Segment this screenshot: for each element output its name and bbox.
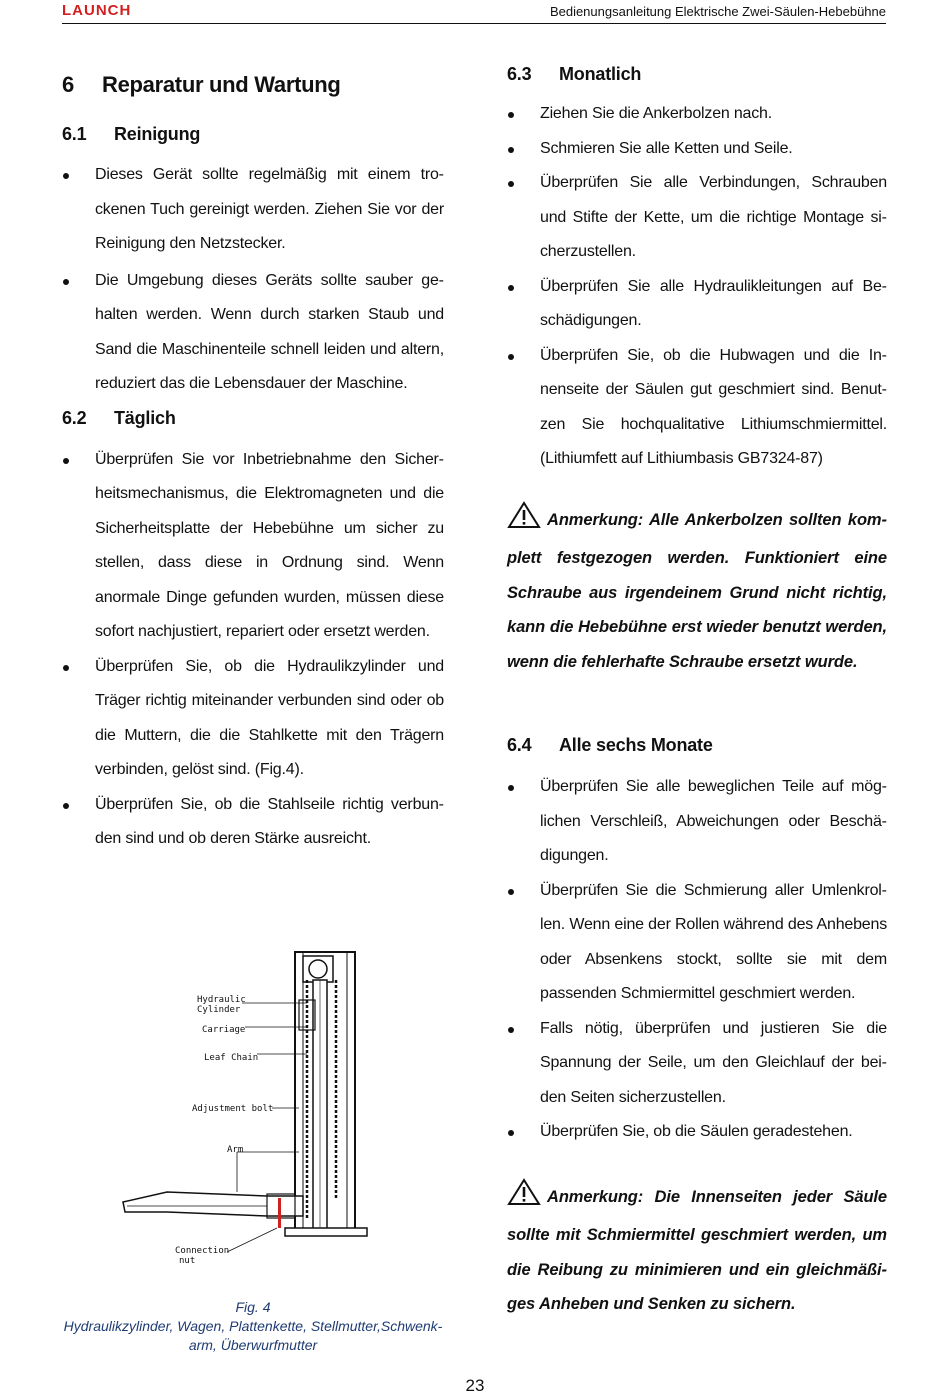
base-plate <box>285 1228 367 1236</box>
header-rule <box>62 23 886 24</box>
warning-icon <box>507 501 541 542</box>
section-number: 6.1 <box>62 124 87 144</box>
caption-text-line1: Hydraulikzylinder, Wagen, Plattenkette, Stellmutter,Schwenk- <box>63 1318 443 1334</box>
list-item: Die Umgebung dieses Geräts sollte sauber gehalten werden. Wenn durch starken Staub und Sand die Maschinenteile schnell leiden und altern, reduziert das die Lebensdauer der Maschine. <box>62 264 444 402</box>
section-title: Monatlich <box>559 64 642 84</box>
section-heading-6-2 <box>62 408 444 429</box>
section-heading-6-4 <box>507 735 887 756</box>
page-number: 23 <box>465 1376 485 1395</box>
label-adjustment-bolt: Adjustment bolt <box>192 1104 274 1114</box>
label-connection: Connection <box>175 1246 230 1256</box>
list-item: Überprüfen Sie, ob die Säulen geradestehen. <box>507 1115 887 1150</box>
note-text: Anmerkung: Die Innenseiten jeder Säule sollte mit Schmiermittel geschmiert werden, um die Reibung zu minimieren und ein gleichmäßiges Anheben und Senken zu sichern. <box>507 1187 887 1313</box>
connection-nut-marker <box>278 1198 281 1228</box>
list-six-months <box>507 770 887 1150</box>
lift-arm <box>123 1192 303 1216</box>
warning-icon <box>507 1178 541 1219</box>
caption-figure-number: Fig. 4 <box>235 1299 271 1315</box>
list-item: Überprüfen Sie alle Hydraulikleitungen auf Beschädigungen. <box>507 270 887 339</box>
list-monthly <box>507 97 887 477</box>
list-item: Überprüfen Sie alle Verbindungen, Schrauben und Stifte der Kette, um die richtige Montage sicherzustellen. <box>507 166 887 270</box>
section-title: Reinigung <box>114 124 201 144</box>
list-item: Überprüfen Sie alle beweglichen Teile auf möglichen Verschleiß, Abweichungen oder Beschädigungen. <box>507 770 887 874</box>
chapter-heading <box>62 72 444 98</box>
label-hydraulic: Hydraulic <box>197 995 246 1005</box>
section-number: 6.3 <box>507 64 532 84</box>
section-number: 6.2 <box>62 407 87 428</box>
chapter-title: Reparatur und Wartung <box>102 72 341 97</box>
note-anchor-bolts <box>507 501 887 680</box>
caption-text-line2: arm, Überwurfmutter <box>188 1337 318 1353</box>
figure-caption <box>62 1298 444 1355</box>
label-cylinder: Cylinder <box>197 1005 241 1015</box>
chapter-number: 6 <box>62 72 74 97</box>
lift-diagram-svg <box>117 940 392 1275</box>
list-cleaning <box>62 158 444 402</box>
document-title: Bedienungsanleitung Elektrische Zwei-Säulen-Hebebühne <box>549 4 886 19</box>
note-text: Anmerkung: Alle Ankerbolzen sollten komplett festgezogen werden. Funktioniert eine Schraube aus irgendeinem Grund nicht richtig, kann die Hebebühne erst wieder benutzt werden, wenn die fehlerhafte Schraube ersetzt wurde. <box>507 510 887 671</box>
list-item: Dieses Gerät sollte regelmäßig mit einem trockenen Tuch gereinigt werden. Ziehen Sie vor der Reinigung den Netzstecker. <box>62 158 444 262</box>
section-heading-6-1 <box>62 124 444 145</box>
lift-column-diagram <box>117 940 392 1275</box>
section-number: 6.4 <box>507 735 532 755</box>
list-item: Überprüfen Sie die Schmierung aller Umlenkrollen. Wenn eine der Rollen während des Anhebens oder Absenkens stockt, sollte sie mit dem passenden Schmiermittel geschmiert werden. <box>507 874 887 1012</box>
list-item: Ziehen Sie die Ankerbolzen nach. <box>507 97 887 132</box>
section-heading-6-3 <box>507 64 887 85</box>
list-daily <box>62 443 444 857</box>
list-item: Falls nötig, überprüfen und justieren Sie die Spannung der Seile, um den Gleichlauf der beiden Seiten sicherzustellen. <box>507 1012 887 1116</box>
list-item: Überprüfen Sie vor Inbetriebnahme den Sicherheitsmechanismus, die Elektromagneten und die Sicherheitsplatte der Hebebühne um sicher zu stellen, dass diese in Ordnung sind. Wenn anormale Dinge gefunden wurden, müssen diese sofort nachjustiert, repariert oder ersetzt werden. <box>62 443 444 650</box>
right-column <box>507 60 887 1322</box>
label-nut: nut <box>179 1256 196 1266</box>
list-item: Überprüfen Sie, ob die Hydraulikzylinder und Träger richtig miteinander verbunden sind oder ob die Muttern, die die Stahlkette mit den Trägern verbinden, gelöst sind. (Fig.4). <box>62 650 444 788</box>
label-leaf-chain: Leaf Chain <box>204 1053 259 1063</box>
list-item: Überprüfen Sie, ob die Stahlseile richtig verbunden sind und ob deren Stärke ausreicht. <box>62 788 444 857</box>
label-carriage: Carriage <box>202 1025 246 1035</box>
list-item: Schmieren Sie alle Ketten und Seile. <box>507 132 887 167</box>
callout-line <box>227 1228 277 1252</box>
note-lubrication <box>507 1178 887 1322</box>
section-title: Täglich <box>114 407 176 428</box>
left-column <box>62 60 444 857</box>
section-title: Alle sechs Monate <box>559 735 713 755</box>
label-arm: Arm <box>227 1145 244 1155</box>
brand-logo: LAUNCH <box>62 2 132 19</box>
list-item: Überprüfen Sie, ob die Hubwagen und die Innenseite der Säulen gut geschmiert sind. Benutzen Sie hochqualitative Lithiumschmiermittel. (Lithiumfett auf Lithiumbasis GB7324-87) <box>507 339 887 477</box>
